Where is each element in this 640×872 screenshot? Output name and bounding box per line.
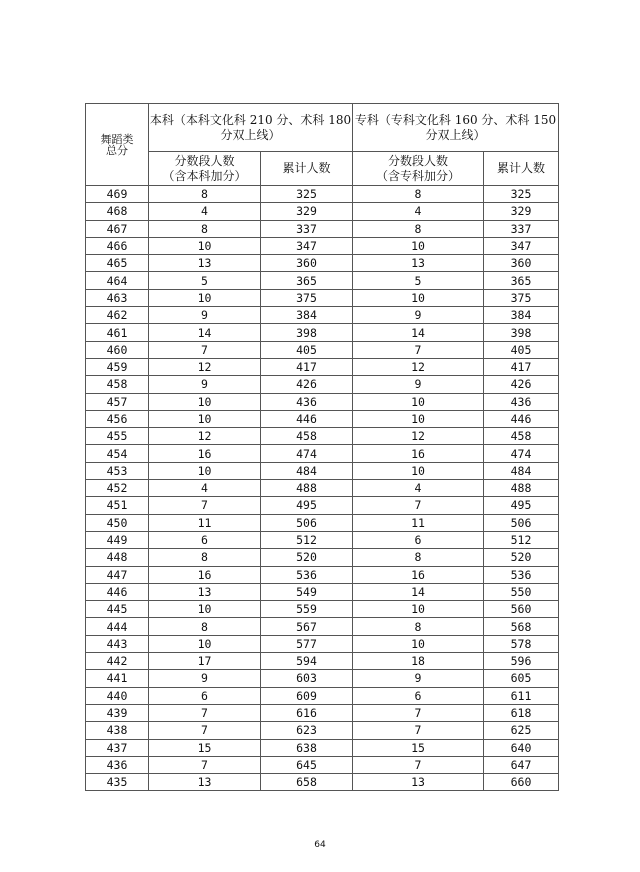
vocational-band-count-cell: 9 (353, 670, 484, 687)
table-row (86, 220, 559, 237)
total-score-cell: 450 (86, 514, 149, 531)
table-row (86, 445, 559, 462)
table-row (86, 670, 559, 687)
total-score-cell: 438 (86, 722, 149, 739)
total-score-cell: 435 (86, 774, 149, 791)
table-row (86, 704, 559, 721)
vocational-cumulative-header: 累计人数 (484, 152, 559, 186)
undergrad-cumulative-cell: 506 (261, 514, 353, 531)
vocational-cumulative-cell: 417 (484, 358, 559, 375)
vocational-header: 专科（专科文化科 160 分、术科 150 分双上线） (353, 104, 559, 152)
table-row (86, 358, 559, 375)
undergrad-band-count-cell: 4 (149, 480, 261, 497)
total-score-cell: 445 (86, 601, 149, 618)
undergrad-band-count-cell: 9 (149, 307, 261, 324)
total-score-cell: 456 (86, 410, 149, 427)
total-score-cell: 442 (86, 653, 149, 670)
table-row (86, 583, 559, 600)
vocational-band-count-cell: 8 (353, 618, 484, 635)
undergrad-band-count-cell: 9 (149, 670, 261, 687)
undergrad-cumulative-cell: 603 (261, 670, 353, 687)
table-row (86, 272, 559, 289)
vocational-band-count-cell: 12 (353, 428, 484, 445)
total-score-cell: 458 (86, 376, 149, 393)
undergrad-band-count-cell: 9 (149, 376, 261, 393)
total-score-cell: 461 (86, 324, 149, 341)
total-score-cell: 448 (86, 549, 149, 566)
total-score-cell: 451 (86, 497, 149, 514)
vocational-band-count-cell: 7 (353, 722, 484, 739)
undergrad-band-count-cell: 16 (149, 566, 261, 583)
vocational-band-count-cell: 14 (353, 324, 484, 341)
vocational-band-count-cell: 15 (353, 739, 484, 756)
undergrad-cumulative-cell: 520 (261, 549, 353, 566)
undergrad-band-count-cell: 6 (149, 687, 261, 704)
undergrad-cumulative-cell: 594 (261, 653, 353, 670)
undergrad-band-count-cell: 12 (149, 428, 261, 445)
total-score-cell: 453 (86, 462, 149, 479)
vocational-band-count-cell: 13 (353, 774, 484, 791)
vocational-cumulative-cell: 605 (484, 670, 559, 687)
vocational-cumulative-cell: 384 (484, 307, 559, 324)
undergrad-cumulative-cell: 559 (261, 601, 353, 618)
table-row (86, 774, 559, 791)
table-row (86, 531, 559, 548)
total-score-cell: 455 (86, 428, 149, 445)
vocational-cumulative-cell: 506 (484, 514, 559, 531)
total-score-cell: 449 (86, 531, 149, 548)
table-row (86, 307, 559, 324)
vocational-band-count-cell: 4 (353, 480, 484, 497)
undergrad-cumulative-cell: 645 (261, 756, 353, 773)
undergrad-cumulative-cell: 405 (261, 341, 353, 358)
page-number: 64 (314, 840, 326, 850)
total-score-cell: 457 (86, 393, 149, 410)
total-score-cell: 459 (86, 358, 149, 375)
table-row (86, 653, 559, 670)
table-body (86, 186, 559, 791)
vocational-cumulative-cell: 560 (484, 601, 559, 618)
header-row-sub (86, 152, 559, 186)
table-row (86, 514, 559, 531)
undergrad-band-count-cell: 13 (149, 774, 261, 791)
vocational-band-count-cell: 6 (353, 531, 484, 548)
undergrad-band-count-cell: 17 (149, 653, 261, 670)
undergrad-band-count-cell: 10 (149, 601, 261, 618)
undergrad-band-count-cell: 7 (149, 341, 261, 358)
vocational-band-count-cell: 9 (353, 307, 484, 324)
table-row (86, 601, 559, 618)
vocational-cumulative-cell: 625 (484, 722, 559, 739)
table-header (86, 104, 559, 186)
vocational-cumulative-cell: 520 (484, 549, 559, 566)
vocational-band-count-cell: 5 (353, 272, 484, 289)
undergrad-cumulative-cell: 446 (261, 410, 353, 427)
total-score-cell: 469 (86, 186, 149, 203)
undergrad-band-count-cell: 7 (149, 756, 261, 773)
undergrad-band-count-cell: 11 (149, 514, 261, 531)
vocational-band-count-cell: 7 (353, 704, 484, 721)
header-row-main (86, 104, 559, 152)
table-row (86, 722, 559, 739)
undergrad-cumulative-cell: 549 (261, 583, 353, 600)
undergrad-cumulative-cell: 458 (261, 428, 353, 445)
undergrad-band-count-cell: 13 (149, 255, 261, 272)
table-row (86, 739, 559, 756)
vocational-cumulative-cell: 347 (484, 237, 559, 254)
total-score-cell: 464 (86, 272, 149, 289)
total-score-cell: 452 (86, 480, 149, 497)
vocational-band-count-cell: 14 (353, 583, 484, 600)
vocational-cumulative-cell: 337 (484, 220, 559, 237)
table-row (86, 186, 559, 203)
vocational-cumulative-cell: 512 (484, 531, 559, 548)
total-score-cell: 436 (86, 756, 149, 773)
vocational-cumulative-cell: 647 (484, 756, 559, 773)
vocational-cumulative-cell: 405 (484, 341, 559, 358)
total-score-cell: 454 (86, 445, 149, 462)
undergrad-cumulative-cell: 577 (261, 635, 353, 652)
table-row (86, 687, 559, 704)
vocational-band-count-cell: 8 (353, 549, 484, 566)
undergrad-cumulative-cell: 417 (261, 358, 353, 375)
undergrad-cumulative-cell: 360 (261, 255, 353, 272)
undergrad-cumulative-cell: 488 (261, 480, 353, 497)
vocational-band-count-cell: 7 (353, 756, 484, 773)
vocational-band-count-cell: 10 (353, 601, 484, 618)
undergrad-band-count-cell: 8 (149, 220, 261, 237)
undergrad-band-count-cell: 14 (149, 324, 261, 341)
vocational-band-count-cell: 10 (353, 237, 484, 254)
table-row (86, 566, 559, 583)
score-distribution-table (85, 103, 559, 791)
vocational-band-count-cell: 10 (353, 393, 484, 410)
total-score-cell: 441 (86, 670, 149, 687)
vocational-band-count-cell: 13 (353, 255, 484, 272)
vocational-band-count-cell: 4 (353, 203, 484, 220)
undergrad-band-count-cell: 16 (149, 445, 261, 462)
vocational-band-count-header: 分数段人数 （含专科加分） (353, 152, 484, 186)
undergrad-cumulative-cell: 567 (261, 618, 353, 635)
vocational-band-count-cell: 12 (353, 358, 484, 375)
table-row (86, 549, 559, 566)
vocational-band-count-cell: 9 (353, 376, 484, 393)
total-score-cell: 466 (86, 237, 149, 254)
vocational-band-count-cell: 7 (353, 341, 484, 358)
undergrad-band-count-cell: 10 (149, 410, 261, 427)
undergrad-cumulative-cell: 609 (261, 687, 353, 704)
undergrad-cumulative-cell: 365 (261, 272, 353, 289)
vocational-band-count-cell: 6 (353, 687, 484, 704)
undergrad-band-count-header: 分数段人数 （含本科加分） (149, 152, 261, 186)
undergrad-cumulative-cell: 638 (261, 739, 353, 756)
undergrad-cumulative-header: 累计人数 (261, 152, 353, 186)
table-row (86, 324, 559, 341)
table-row (86, 255, 559, 272)
undergrad-band-count-cell: 4 (149, 203, 261, 220)
undergrad-cumulative-cell: 474 (261, 445, 353, 462)
total-score-cell: 440 (86, 687, 149, 704)
undergrad-cumulative-cell: 384 (261, 307, 353, 324)
table-row (86, 289, 559, 306)
undergrad-band-count-cell: 10 (149, 393, 261, 410)
vocational-band-count-cell: 10 (353, 635, 484, 652)
undergrad-cumulative-cell: 347 (261, 237, 353, 254)
total-score-cell: 446 (86, 583, 149, 600)
undergrad-band-count-cell: 13 (149, 583, 261, 600)
vocational-band-count-cell: 10 (353, 289, 484, 306)
total-score-cell: 467 (86, 220, 149, 237)
total-score-cell: 468 (86, 203, 149, 220)
vocational-cumulative-cell: 495 (484, 497, 559, 514)
undergrad-band-count-cell: 10 (149, 237, 261, 254)
vocational-cumulative-cell: 360 (484, 255, 559, 272)
table-row (86, 428, 559, 445)
table-row (86, 462, 559, 479)
total-score-cell: 462 (86, 307, 149, 324)
undergrad-band-count-cell: 7 (149, 704, 261, 721)
vocational-band-count-cell: 8 (353, 220, 484, 237)
undergrad-cumulative-cell: 375 (261, 289, 353, 306)
undergrad-header: 本科（本科文化科 210 分、术科 180 分双上线） (149, 104, 353, 152)
undergrad-cumulative-cell: 325 (261, 186, 353, 203)
vocational-cumulative-cell: 484 (484, 462, 559, 479)
undergrad-band-count-cell: 8 (149, 618, 261, 635)
vocational-cumulative-cell: 550 (484, 583, 559, 600)
table-row (86, 618, 559, 635)
vocational-cumulative-cell: 375 (484, 289, 559, 306)
undergrad-cumulative-cell: 484 (261, 462, 353, 479)
vocational-cumulative-cell: 568 (484, 618, 559, 635)
vocational-cumulative-cell: 596 (484, 653, 559, 670)
vocational-cumulative-cell: 578 (484, 635, 559, 652)
undergrad-band-count-cell: 7 (149, 497, 261, 514)
vocational-cumulative-cell: 325 (484, 186, 559, 203)
table-row (86, 756, 559, 773)
undergrad-band-count-cell: 10 (149, 635, 261, 652)
vocational-cumulative-cell: 474 (484, 445, 559, 462)
table-row (86, 480, 559, 497)
undergrad-band-count-cell: 7 (149, 722, 261, 739)
vocational-band-count-cell: 10 (353, 462, 484, 479)
vocational-cumulative-cell: 488 (484, 480, 559, 497)
undergrad-band-count-cell: 8 (149, 186, 261, 203)
table-row (86, 376, 559, 393)
vocational-cumulative-cell: 436 (484, 393, 559, 410)
vocational-cumulative-cell: 611 (484, 687, 559, 704)
vocational-band-count-cell: 7 (353, 497, 484, 514)
undergrad-band-count-cell: 6 (149, 531, 261, 548)
undergrad-cumulative-cell: 616 (261, 704, 353, 721)
undergrad-cumulative-cell: 329 (261, 203, 353, 220)
total-score-cell: 444 (86, 618, 149, 635)
vocational-cumulative-cell: 426 (484, 376, 559, 393)
undergrad-cumulative-cell: 426 (261, 376, 353, 393)
table-row (86, 393, 559, 410)
vocational-band-count-cell: 18 (353, 653, 484, 670)
undergrad-cumulative-cell: 536 (261, 566, 353, 583)
table-row (86, 635, 559, 652)
vocational-band-count-cell: 16 (353, 445, 484, 462)
vocational-band-count-cell: 10 (353, 410, 484, 427)
undergrad-band-count-cell: 12 (149, 358, 261, 375)
undergrad-cumulative-cell: 512 (261, 531, 353, 548)
vocational-cumulative-cell: 446 (484, 410, 559, 427)
table-row (86, 237, 559, 254)
vocational-band-count-cell: 16 (353, 566, 484, 583)
vocational-cumulative-cell: 536 (484, 566, 559, 583)
vocational-cumulative-cell: 618 (484, 704, 559, 721)
undergrad-cumulative-cell: 398 (261, 324, 353, 341)
vocational-band-count-cell: 11 (353, 514, 484, 531)
table-row (86, 497, 559, 514)
table-row (86, 410, 559, 427)
undergrad-cumulative-cell: 495 (261, 497, 353, 514)
total-score-cell: 460 (86, 341, 149, 358)
vocational-cumulative-cell: 660 (484, 774, 559, 791)
total-score-cell: 439 (86, 704, 149, 721)
vocational-cumulative-cell: 398 (484, 324, 559, 341)
total-score-cell: 437 (86, 739, 149, 756)
table-row (86, 341, 559, 358)
undergrad-cumulative-cell: 337 (261, 220, 353, 237)
undergrad-cumulative-cell: 658 (261, 774, 353, 791)
undergrad-band-count-cell: 10 (149, 289, 261, 306)
undergrad-band-count-cell: 10 (149, 462, 261, 479)
undergrad-band-count-cell: 5 (149, 272, 261, 289)
total-score-cell: 447 (86, 566, 149, 583)
total-score-cell: 443 (86, 635, 149, 652)
table-row (86, 203, 559, 220)
vocational-cumulative-cell: 640 (484, 739, 559, 756)
total-score-cell: 463 (86, 289, 149, 306)
undergrad-band-count-cell: 15 (149, 739, 261, 756)
total-score-cell: 465 (86, 255, 149, 272)
vocational-band-count-cell: 8 (353, 186, 484, 203)
vocational-cumulative-cell: 365 (484, 272, 559, 289)
undergrad-cumulative-cell: 623 (261, 722, 353, 739)
undergrad-cumulative-cell: 436 (261, 393, 353, 410)
vocational-cumulative-cell: 458 (484, 428, 559, 445)
total-score-header: 舞蹈类 总分 (86, 104, 149, 186)
vocational-cumulative-cell: 329 (484, 203, 559, 220)
undergrad-band-count-cell: 8 (149, 549, 261, 566)
